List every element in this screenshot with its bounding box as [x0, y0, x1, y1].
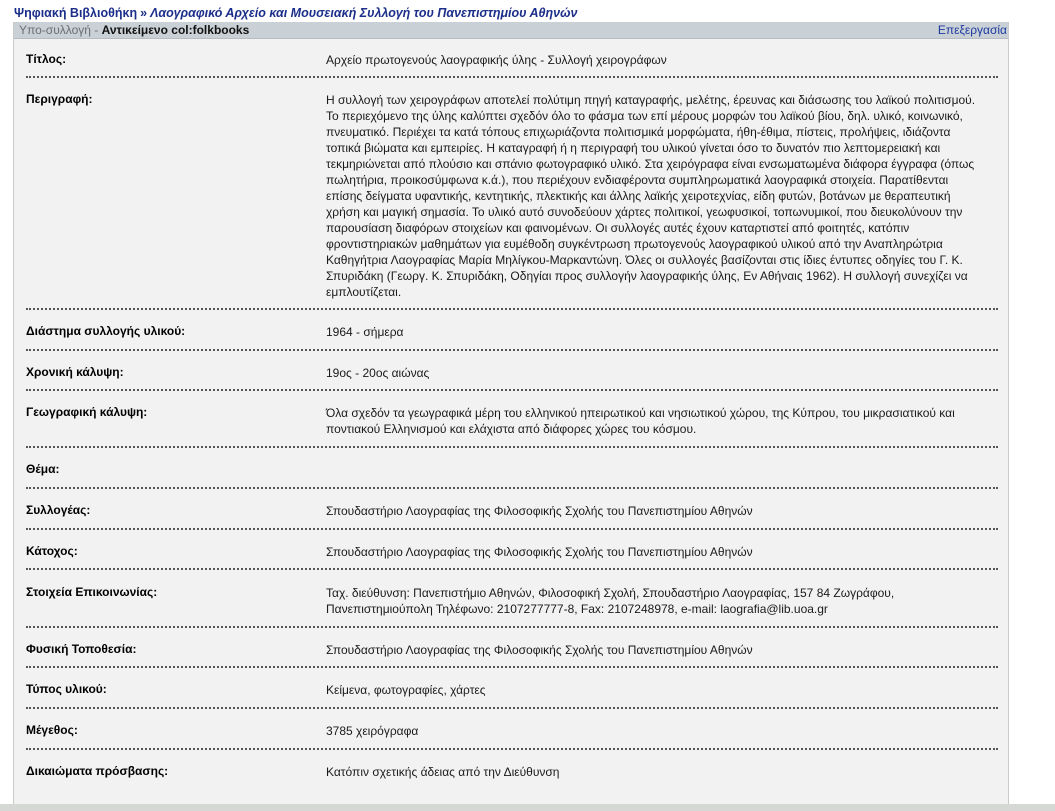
field-label: Γεωγραφική κάλυψη: — [26, 405, 148, 419]
page-bottom-bar — [0, 804, 1055, 811]
field-value: Σπουδαστήριο Λαογραφίας της Φιλοσοφικής Σχολής του Πανεπιστημίου Αθηνών — [326, 504, 753, 518]
object-label: Αντικείμενο col:folkbooks — [101, 23, 250, 37]
field-label: Περιγραφή: — [26, 92, 93, 106]
field-value: Σπουδαστήριο Λαογραφίας της Φιλοσοφικής Σχολής του Πανεπιστημίου Αθηνών — [326, 545, 753, 559]
metadata-panel — [13, 22, 1009, 804]
field-label: Φυσική Τοποθεσία: — [26, 642, 137, 656]
field-value: Κατόπιν σχετικής άδειας από την Διεύθυνση — [326, 765, 560, 779]
field-label: Τύπος υλικού: — [26, 682, 107, 696]
subcollection-path — [19, 23, 249, 37]
breadcrumb-current-link[interactable]: Λαογραφικό Αρχείο και Μουσειακή Συλλογή του Πανεπιστημίου Αθηνών — [150, 6, 578, 20]
row-divider — [26, 748, 998, 750]
field-value: Αρχείο πρωτογενούς λαογραφικής ύλης - Συλλογή χειρογράφων — [326, 53, 667, 67]
row-divider — [26, 528, 998, 530]
field-value: Σπουδαστήριο Λαογραφίας της Φιλοσοφικής Σχολής του Πανεπιστημίου Αθηνών — [326, 643, 753, 657]
row-divider — [26, 666, 998, 668]
subcollection-label: Υπο-συλλογή — [19, 23, 91, 37]
row-divider — [26, 446, 998, 448]
row-divider — [26, 389, 998, 391]
panel-header — [14, 22, 1008, 39]
field-value: 3785 χειρόγραφα — [326, 724, 419, 738]
row-divider — [26, 349, 998, 351]
field-value: Όλα σχεδόν τα γεωγραφικά μέρη του ελληνικού ηπειρωτικού και νησιωτικού χώρου, της Κύπρου, του μικρασιατικού και ποντιακού Ελληνισμού και ελάχιστα από διάφορες χώρες του κόσμου. — [326, 406, 955, 436]
field-label: Στοιχεία Επικοινωνίας: — [26, 585, 158, 599]
row-divider — [26, 568, 998, 570]
field-label: Συλλογέας: — [26, 503, 91, 517]
field-value: 1964 - σήμερα — [326, 325, 404, 339]
edit-link[interactable]: Επεξεργασία — [937, 23, 1007, 37]
row-divider — [26, 626, 998, 628]
field-label: Χρονική κάλυψη: — [26, 365, 124, 379]
field-value: 19ος - 20ος αιώνας — [326, 366, 430, 380]
row-divider — [26, 308, 998, 310]
field-label: Δικαιώματα πρόσβασης: — [26, 764, 169, 778]
row-divider — [26, 487, 998, 489]
field-value: Κείμενα, φωτογραφίες, χάρτες — [326, 683, 486, 697]
breadcrumb-root-link[interactable]: Ψηφιακή Βιβλιοθήκη — [14, 6, 138, 20]
row-divider — [26, 76, 998, 78]
breadcrumb-separator: » — [140, 6, 148, 20]
field-label: Κάτοχος: — [26, 544, 78, 558]
header-dash: - — [90, 23, 102, 37]
field-label: Διάστημα συλλογής υλικού: — [26, 324, 186, 338]
field-value: Η συλλογή των χειρογράφων αποτελεί πολύτιμη πηγή καταγραφής, μελέτης, έρευνας και διάσωσης του λαϊκού πολιτισμού. Το περιεχόμενο της ύλης καλύπτει σχεδόν όλο το φάσμα των επί μέρους μορφών του λαϊκού βίου, δηλ. υλικό, κοινωνικό, πνευματικό. Περιέχει τα κατά τόπους επιχωριάζοντα πολιτισμικά μορφώματα, ήθη-έθιμα, πίστεις, προλήψεις, ιδιάζοντα τοπικά βιώματα και εμπειρίες. Η καταγραφή ή η περιγραφή του υλικού γίνεται όσο το δυνατόν πιο λεπτομερειακή και τεκμηριώνεται από πλούσιο και σπάνιο φωτογραφικό υλικό. Στα χειρόγραφα είναι ενσωματωμένα διάφορα έγγραφα (όπως πωλητήρια, προικοσύμφωνα κ.ά.), που περιέχουν ενδιαφέροντα συμπληρωματικά λαογραφικά στοιχεία. Παρατίθενται επίσης δείγματα υφαντικής, κεντητικής, πλεκτικής και άλλης λαϊκής χειροτεχνίας, είδη φυτών, βοτάνων με θεραπευτική χρήση και μαγική σημασία. Το υλικό αυτό συνοδεύουν χάρτες πολιτικοί, γεωφυσικοί, τοπωνυμικοί, που διευκολύνουν την παρουσίαση διαφόρων στοιχείων και φαινομένων. Οι συλλογές αυτές έχουν καταρτιστεί από φοιτητές, κατόπιν φροντιστηριακών μαθημάτων για ευμέθοδη συγκέντρωση πρωτογενούς λαογραφικού υλικού από την Αναπληρώτρια Καθηγήτρια Λαογραφίας Μαρία Μηλίγκου-Μαρκαντώνη. Όλες οι συλλογές βασίζονται στις ίδιες έντυπες οδηγίες του Γ. Κ. Σπυριδάκη (Γεωργ. Κ. Σπυριδάκη, Οδηγίαι προς συλλογήν λαογραφικής ύλης, Εν Αθήναις 1962). Η συλλογή συνεχίζει να εμπλουτίζεται. — [326, 93, 976, 299]
field-label: Τίτλος: — [26, 52, 67, 66]
field-label: Θέμα: — [26, 462, 60, 476]
breadcrumb — [14, 6, 577, 22]
row-divider — [26, 707, 998, 709]
field-label: Μέγεθος: — [26, 723, 78, 737]
field-value: Ταχ. διεύθυνση: Πανεπιστήμιο Αθηνών, Φιλοσοφική Σχολή, Σπουδαστήριο Λαογραφίας, 157 84 Ζωγράφου, Πανεπιστημιούπολη Τηλέφωνο: 2107277777-8, Fax: 2107248978, e-mail: laografia@lib.uoa.gr — [326, 586, 895, 616]
